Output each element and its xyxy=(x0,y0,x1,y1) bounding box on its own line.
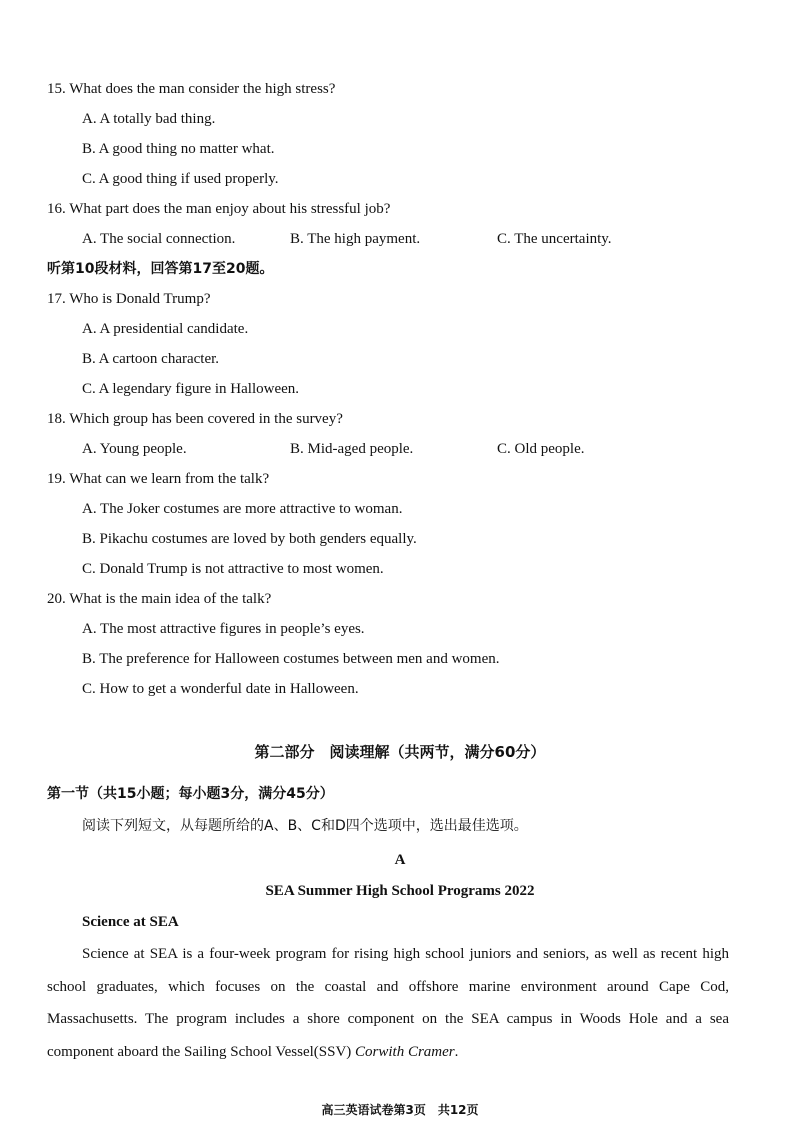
question-17-option-a: A. A presidential candidate. xyxy=(82,321,249,337)
question-15-stem: 15. What does the man consider the high stress? xyxy=(47,81,336,97)
question-19-option-c: C. Donald Trump is not attractive to most women. xyxy=(82,561,384,577)
paragraph-main-text: Science at SEA is a four-week program for rising high school juniors and seniors, as well as recent high school graduates, which focuses on the coastal and offshore marine environment around Cape Cod, Massachusetts. The program includes a shore component on the SEA campus in Woods Hole and a sea component aboard the Sailing School Vessel(SSV) xyxy=(47,946,729,1060)
passage-title: SEA Summer High School Programs 2022 xyxy=(265,883,535,899)
question-18-option-a: A. Young people. xyxy=(82,441,187,457)
question-18-option-c: C. Old people. xyxy=(497,441,585,457)
question-16-stem: 16. What part does the man enjoy about his stressful job? xyxy=(47,201,391,217)
question-15-option-b: B. A good thing no matter what. xyxy=(82,141,275,157)
question-18-stem: 18. Which group has been covered in the survey? xyxy=(47,411,343,427)
section1-title: 第一节（共15小题；每小题3分，满分45分） xyxy=(47,786,334,802)
question-17-option-b: B. A cartoon character. xyxy=(82,351,220,367)
paragraph-end: . xyxy=(454,1043,459,1060)
listening-instruction: 听第10段材料，回答第17至20题。 xyxy=(47,261,274,277)
question-16-option-b: B. The high payment. xyxy=(290,231,421,247)
passage-subheading: Science at SEA xyxy=(82,914,179,930)
question-17-option-c: C. A legendary figure in Halloween. xyxy=(82,381,300,397)
question-20-option-a: A. The most attractive figures in people’s eyes. xyxy=(82,621,365,637)
question-19-option-b: B. Pikachu costumes are loved by both genders equally. xyxy=(82,531,417,547)
question-16-option-c: C. The uncertainty. xyxy=(497,231,612,247)
vessel-name: Corwith Cramer xyxy=(355,1043,455,1060)
page-footer: 高三英语试卷第3页 共12页 xyxy=(321,1103,479,1117)
question-17-stem: 17. Who is Donald Trump? xyxy=(47,291,211,307)
part2-title: 第二部分 阅读理解（共两节，满分60分） xyxy=(254,743,546,761)
question-15-option-a: A. A totally bad thing. xyxy=(82,111,216,127)
question-19-option-a: A. The Joker costumes are more attractive to woman. xyxy=(82,501,403,517)
question-20-option-b: B. The preference for Halloween costumes between men and women. xyxy=(82,651,500,667)
passage-letter: A xyxy=(394,852,406,868)
passage-paragraph xyxy=(47,938,729,1068)
question-20-stem: 20. What is the main idea of the talk? xyxy=(47,591,272,607)
question-19-stem: 19. What can we learn from the talk? xyxy=(47,471,270,487)
question-15-option-c: C. A good thing if used properly. xyxy=(82,171,279,187)
question-20-option-c: C. How to get a wonderful date in Halloween. xyxy=(82,681,359,697)
section1-instruction: 阅读下列短文，从每题所给的A、B、C和D四个选项中，选出最佳选项。 xyxy=(82,818,528,834)
question-16-option-a: A. The social connection. xyxy=(82,231,236,247)
question-18-option-b: B. Mid-aged people. xyxy=(290,441,414,457)
